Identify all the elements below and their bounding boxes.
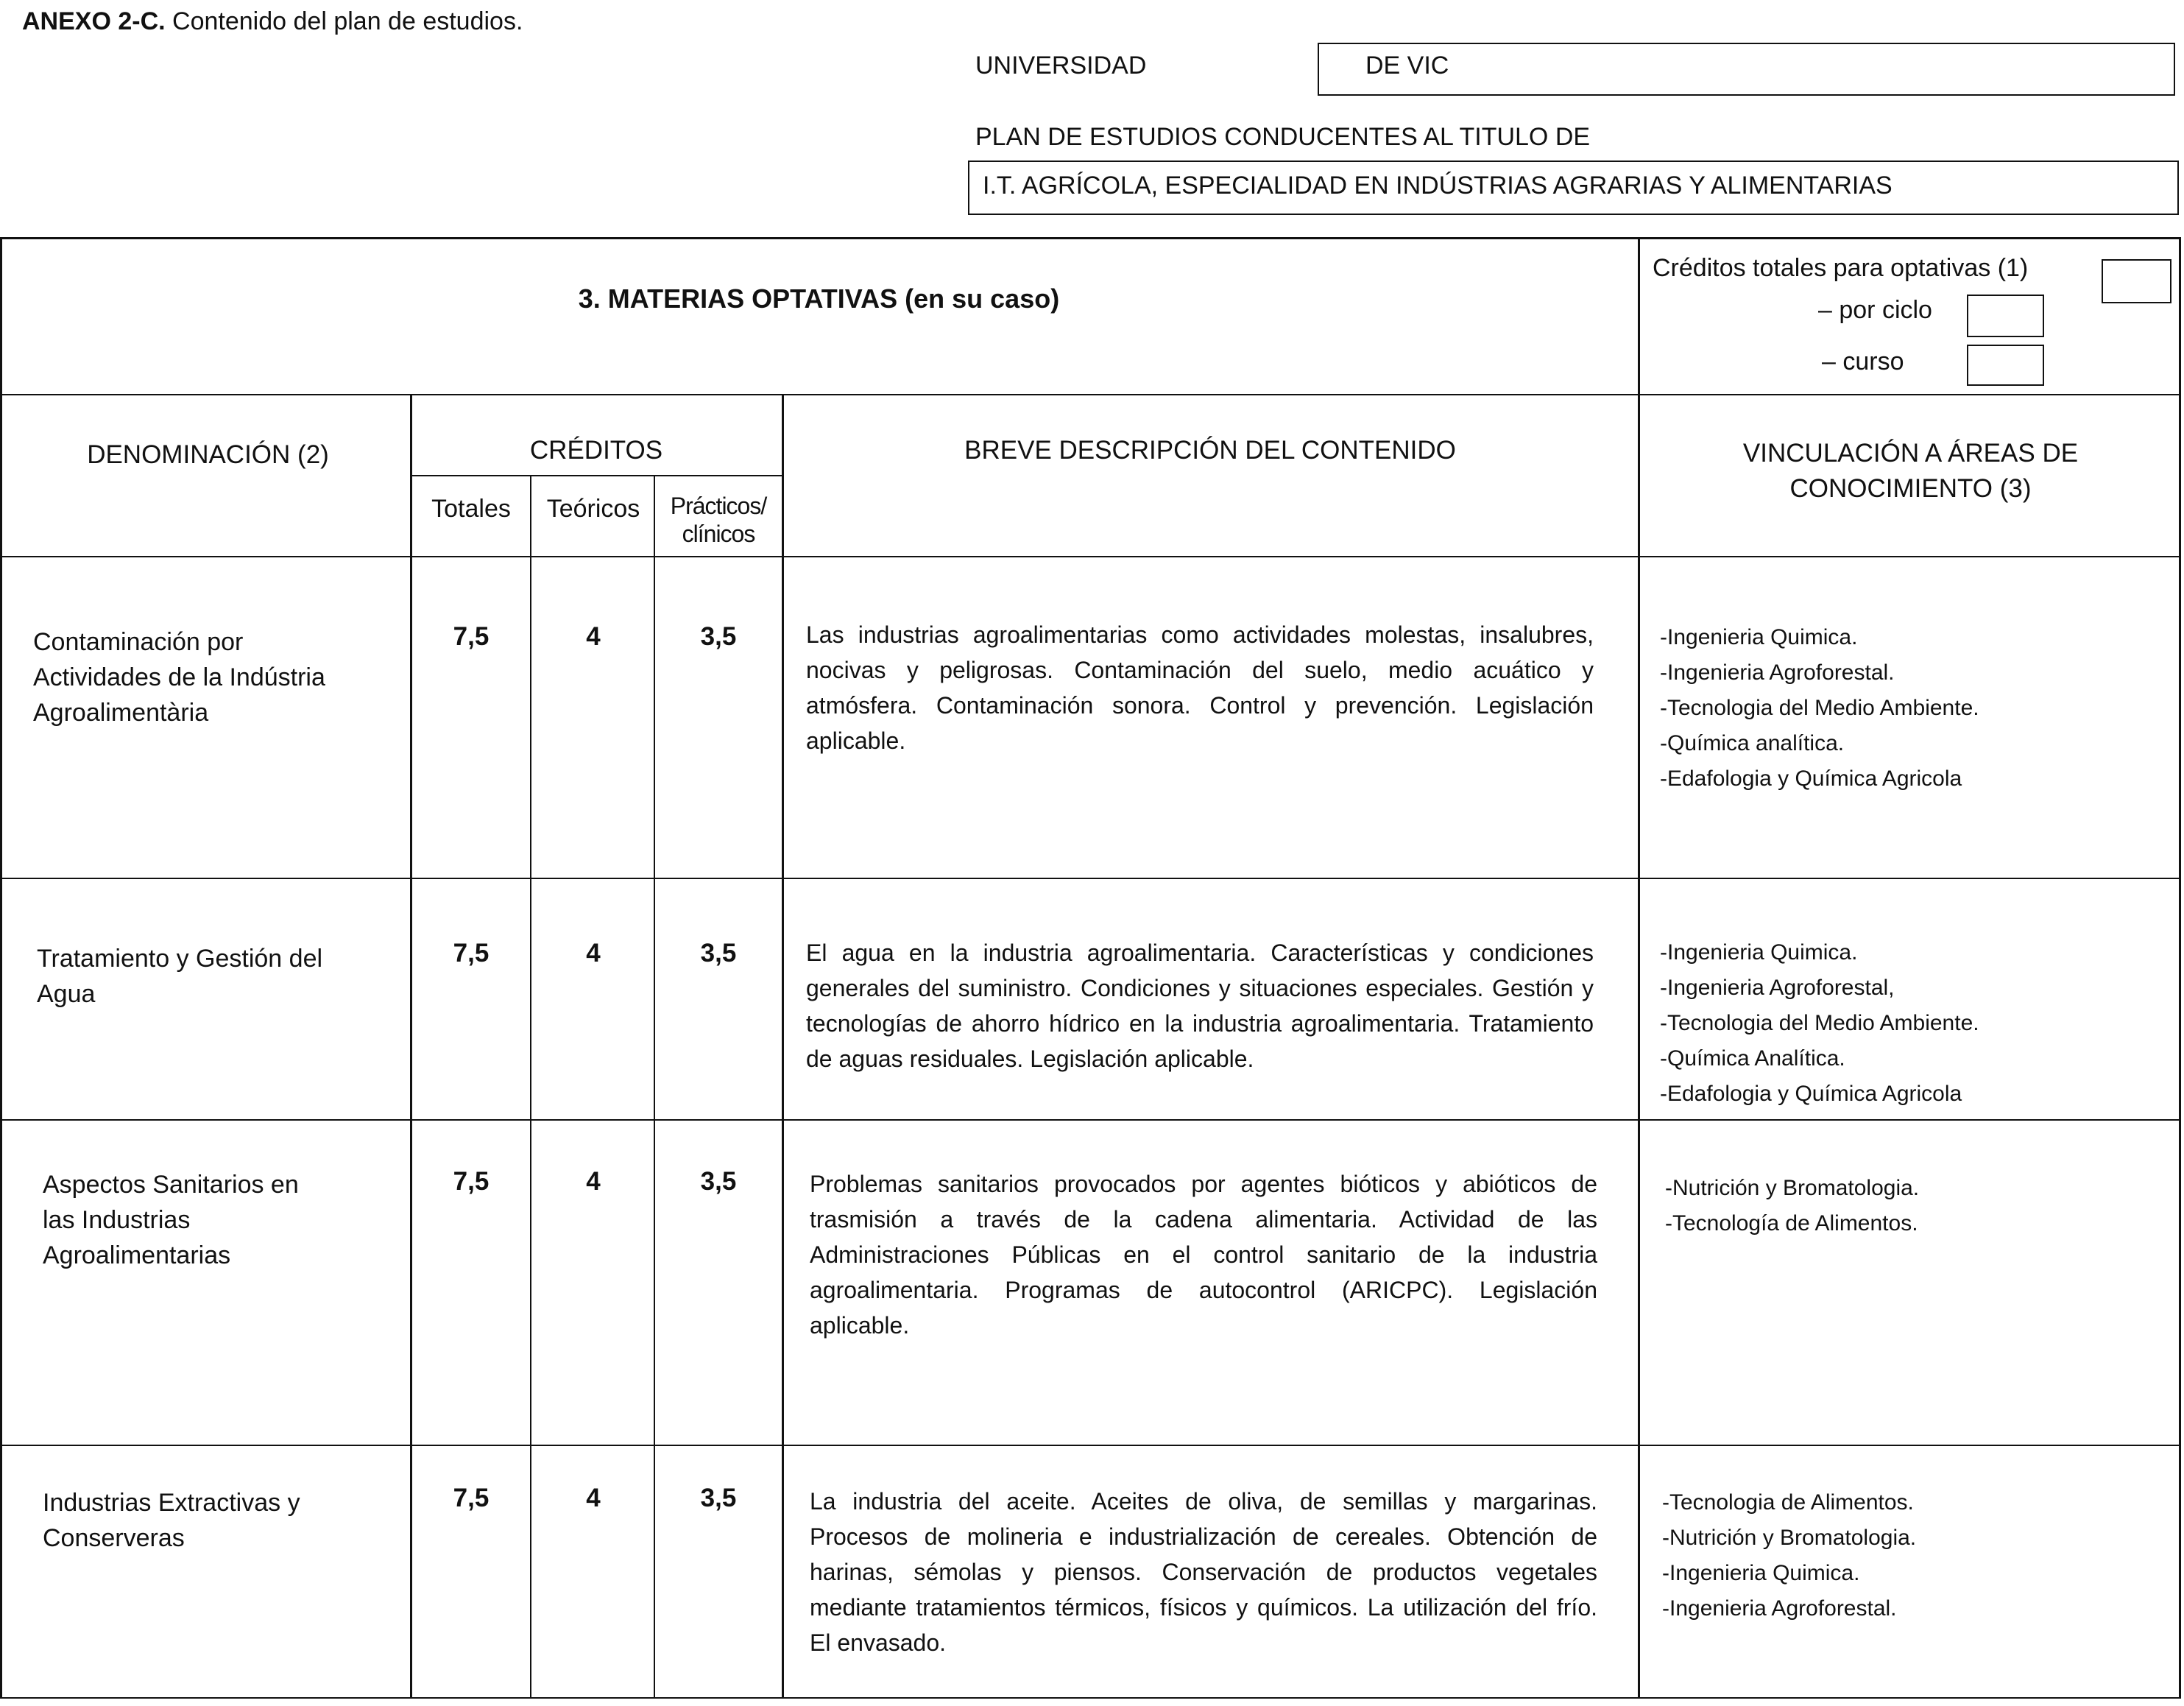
per-cycle-box [1967,295,2044,337]
column-denomination: DENOMINACIÓN (2) [87,440,329,469]
row-total-credits: 7,5 [453,622,490,651]
row-description: El agua en la industria agroalimentaria. Características y condiciones generales del suministro. Condiciones y situaciones especiales. Gestión y tecnologías de ahorro hídrico en la industria agroalimentaria. Tratamiento de aguas residuales. Legislación aplicable. [806,940,1594,1072]
section-title: 3. MATERIAS OPTATIVAS (en su caso) [578,283,1060,314]
area-item: -Ingenieria Quimica. [1660,940,1858,965]
area-item: -Ingenieria Agroforestal. [1662,1596,1897,1621]
row-total-credits: 7,5 [453,939,490,967]
column-areas-line1: VINCULACIÓN A ÁREAS DE [1742,439,2079,468]
area-item: -Ingenieria Agroforestal, [1660,976,1895,1000]
column-theory: Teóricos [546,495,640,523]
plan-label: PLAN DE ESTUDIOS CONDUCENTES AL TITULO DE [975,123,1591,151]
area-item: -Ingenieria Quimica. [1662,1561,1860,1585]
area-item: -Edafologia y Química Agricola [1660,766,1962,791]
university-value: DE VIC [1365,52,1449,80]
row-denomination-line: Agroalimentària [33,699,209,727]
column-totals: Totales [431,495,511,523]
row-areas [1660,935,1979,1112]
area-item: -Tecnologia de Alimentos. [1662,1490,1914,1515]
row-practice-credits: 3,5 [700,939,737,967]
row-denomination-line: Actividades de la Indústria [33,663,325,691]
annex-label: ANEXO 2-C. [22,7,166,35]
area-item: -Ingenieria Quimica. [1660,625,1858,649]
column-credits: CRÉDITOS [529,436,663,465]
area-item: -Tecnologia del Medio Ambiente. [1660,1011,1979,1035]
row-denomination-line: Agua [37,980,96,1008]
row-denomination-line: Aspectos Sanitarios en [43,1171,299,1199]
area-item: -Tecnologia del Medio Ambiente. [1660,696,1979,720]
row-denomination-line: Tratamiento y Gestión del [37,945,323,973]
area-item: -Nutrición y Bromatologia. [1665,1176,1920,1200]
annex-title [22,7,523,36]
row-areas [1660,620,1979,797]
column-practice [655,492,782,548]
row-areas [1662,1485,1916,1626]
row-practice-credits: 3,5 [700,1167,737,1196]
column-areas [1640,436,2181,507]
course-label: – curso [1822,348,1904,376]
row-denomination [33,624,325,730]
row-practice-credits: 3,5 [700,1484,737,1512]
row-denomination-line: Industrias Extractivas y [43,1489,300,1517]
row-practice-credits: 3,5 [700,622,737,651]
row-areas [1665,1171,1919,1241]
credits-total-box [2102,259,2171,303]
row-theory-credits: 4 [586,1167,601,1196]
row-theory-credits: 4 [586,1484,601,1512]
row-denomination-line: las Industrias [43,1206,191,1234]
area-item: -Nutrición y Bromatologia. [1662,1526,1917,1550]
column-areas-line2: CONOCIMIENTO (3) [1789,474,2032,503]
row-denomination-line: Conserveras [43,1524,185,1552]
row-description: La industria del aceite. Aceites de oliva, de semillas y margarinas. Procesos de molineria e industrialización de cereales. Obtención de harinas, sémolas y piensos. Conservación de productos vegetales mediante tratamientos térmicos, físicos y químicos. La utilización del frío. El envasado. [810,1488,1597,1656]
credits-total-label: Créditos totales para optativas (1) [1653,254,2029,282]
plan-title: I.T. AGRÍCOLA, ESPECIALIDAD EN INDÚSTRIAS AGRARIAS Y ALIMENTARIAS [983,172,1893,200]
area-item: -Ingenieria Agroforestal. [1660,660,1895,685]
column-description: BREVE DESCRIPCIÓN DEL CONTENIDO [964,436,1456,465]
area-item: -Tecnología de Alimentos. [1665,1211,1918,1236]
row-description: Problemas sanitarios provocados por agentes bióticos y abióticos de trasmisión a través de la cadena alimentaria. Actividad de las Administraciones Públicas en el control sanitario de la industria agroalimentaria. Programas de autocontrol (ARICPC). Legislación aplicable. [810,1171,1597,1339]
area-item: -Edafologia y Química Agricola [1660,1082,1962,1106]
row-description: Las industrias agroalimentarias como actividades molestas, insalubres, nocivas y peligrosas. Contaminación del suelo, medio acuático y atmósfera. Contaminación sonora. Control y prevención. Legislación aplicable. [806,621,1594,754]
column-practice-line2: clínicos [682,521,755,547]
course-box [1967,345,2044,386]
row-theory-credits: 4 [586,622,601,651]
row-denomination [43,1167,299,1273]
annex-text: Contenido del plan de estudios. [172,7,523,35]
row-theory-credits: 4 [586,939,601,967]
row-total-credits: 7,5 [453,1484,490,1512]
area-item: -Química Analítica. [1660,1046,1845,1071]
per-cycle-label: – por ciclo [1818,296,1932,324]
university-label: UNIVERSIDAD [975,52,1147,80]
row-denomination-line: Agroalimentarias [43,1241,231,1269]
row-denomination [37,941,322,1012]
column-practice-line1: Prácticos/ [670,493,767,519]
row-total-credits: 7,5 [453,1167,490,1196]
row-denomination-line: Contaminación por [33,628,244,656]
row-denomination [43,1485,300,1556]
area-item: -Química analítica. [1660,731,1845,755]
